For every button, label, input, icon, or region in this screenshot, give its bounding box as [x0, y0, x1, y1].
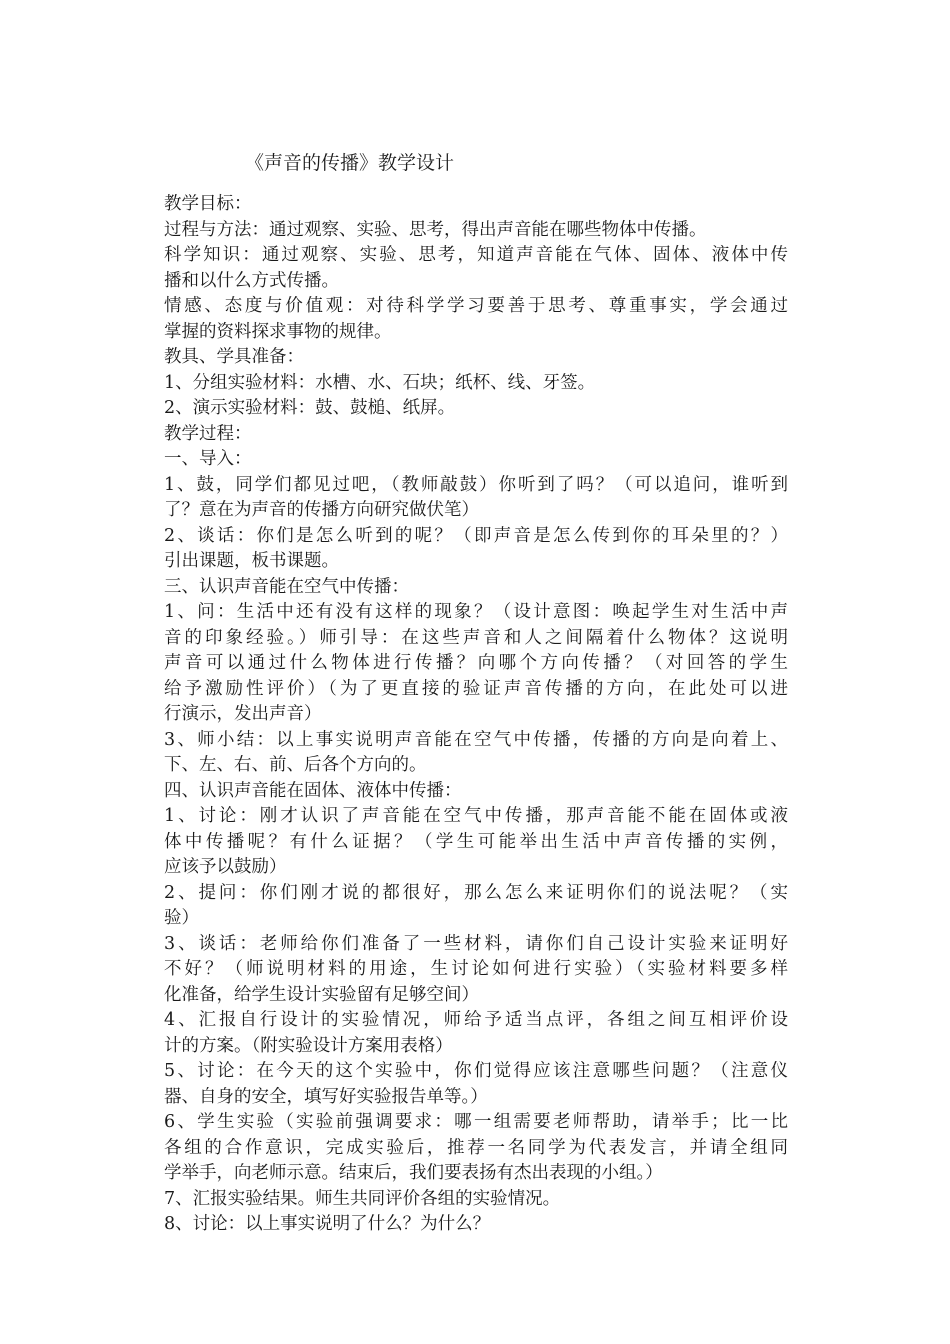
- document-line: 2、提问：你们刚才说的都很好，那么怎么来证明你们的说法呢？（实: [164, 882, 788, 903]
- document-line: 了？意在为声音的传播方向研究做伏笔）: [164, 500, 479, 520]
- document-line: 1、分组实验材料：水槽、水、石块；纸杯、线、牙签。: [164, 372, 596, 393]
- document-line: 1、问：生活中还有没有这样的现象？（设计意图：唤起学生对生活中声: [164, 602, 788, 622]
- document-line: 学举手，向老师示意。结束后，我们要表扬有杰出表现的小组。）: [164, 1163, 663, 1183]
- document-line: 4、汇报自行设计的实验情况，师给予适当点评，各组之间互相评价设: [164, 1010, 788, 1030]
- document-line: 教具、学具准备：: [164, 347, 304, 367]
- document-line: 6、学生实验（实验前强调要求：哪一组需要老师帮助，请举手；比一比: [164, 1112, 788, 1132]
- document-line: 5、讨论：在今天的这个实验中，你们觉得应该注意哪些问题？（注意仪: [164, 1061, 788, 1081]
- document-line: 情感、态度与价值观：对待科学学习要善于思考、尊重事实，学会通过: [164, 296, 788, 316]
- document-title: 《声音的传播》教学设计: [245, 152, 455, 174]
- document-line: 下、左、右、前、后各个方向的。: [164, 755, 427, 775]
- document-line: 教学过程：: [164, 423, 252, 444]
- document-line: 2、谈话：你们是怎么听到的呢？（即声音是怎么传到你的耳朵里的？）: [164, 525, 788, 546]
- document-line: 体中传播呢？有什么证据？（学生可能举出生活中声音传播的实例，: [164, 831, 788, 852]
- document-line: 应该予以鼓励）: [164, 857, 287, 877]
- document-line: 化准备，给学生设计实验留有足够空间）: [164, 984, 479, 1005]
- document-line: 3、师小结：以上事实说明声音能在空气中传播，传播的方向是向着上、: [164, 729, 788, 750]
- document-line: 音的印象经验。）师引导：在这些声音和人之间隔着什么物体？这说明: [164, 627, 788, 648]
- document-line: 给予激励性评价）（为了更直接的验证声音传播的方向，在此处可以进: [164, 678, 788, 699]
- document-body: [164, 192, 788, 1238]
- document-line: 播和以什么方式传播。: [164, 270, 339, 291]
- document-line: 掌握的资料探求事物的规律。: [164, 321, 392, 342]
- document-line: 8、讨论：以上事实说明了什么？为什么？: [164, 1214, 491, 1234]
- document-line: 1、鼓，同学们都见过吧，（教师敲鼓）你听到了吗？（可以追问，谁听到: [164, 474, 788, 495]
- document-line: 声音可以通过什么物体进行传播？向哪个方向传播？（对回答的学生: [164, 653, 788, 673]
- document-line: 各组的合作意识，完成实验后，推荐一名同学为代表发言，并请全组同: [164, 1137, 788, 1158]
- document-line: 三、认识声音能在空气中传播：: [164, 576, 409, 597]
- document-line: 教学目标：: [164, 194, 252, 214]
- document-line: 科学知识：通过观察、实验、思考，知道声音能在气体、固体、液体中传: [164, 245, 788, 265]
- document-line: 引出课题，板书课题。: [164, 551, 339, 571]
- document-line: 过程与方法：通过观察、实验、思考，得出声音能在哪些物体中传播。: [164, 219, 707, 240]
- document-line: 1、讨论：刚才认识了声音能在空气中传播，那声音能不能在固体或液: [164, 806, 788, 826]
- document-line: 器、自身的安全，填写好实验报告单等。）: [164, 1086, 488, 1107]
- document-line: 不好？（师说明材料的用途，生讨论如何进行实验）（实验材料要多样: [164, 959, 788, 979]
- document-line: 四、认识声音能在固体、液体中传播：: [164, 780, 462, 801]
- document-line: 7、汇报实验结果。师生共同评价各组的实验情况。: [164, 1188, 561, 1209]
- document-line: 行演示，发出声音）: [164, 704, 322, 724]
- document-line: 验）: [164, 908, 199, 928]
- document-line: 一、导入：: [164, 449, 252, 469]
- document-line: 2、演示实验材料：鼓、鼓槌、纸屏。: [164, 398, 456, 418]
- document-line: 3、谈话：老师给你们准备了一些材料，请你们自己设计实验来证明好: [164, 933, 788, 954]
- document-line: 计的方案。（附实验设计方案用表格）: [164, 1035, 453, 1056]
